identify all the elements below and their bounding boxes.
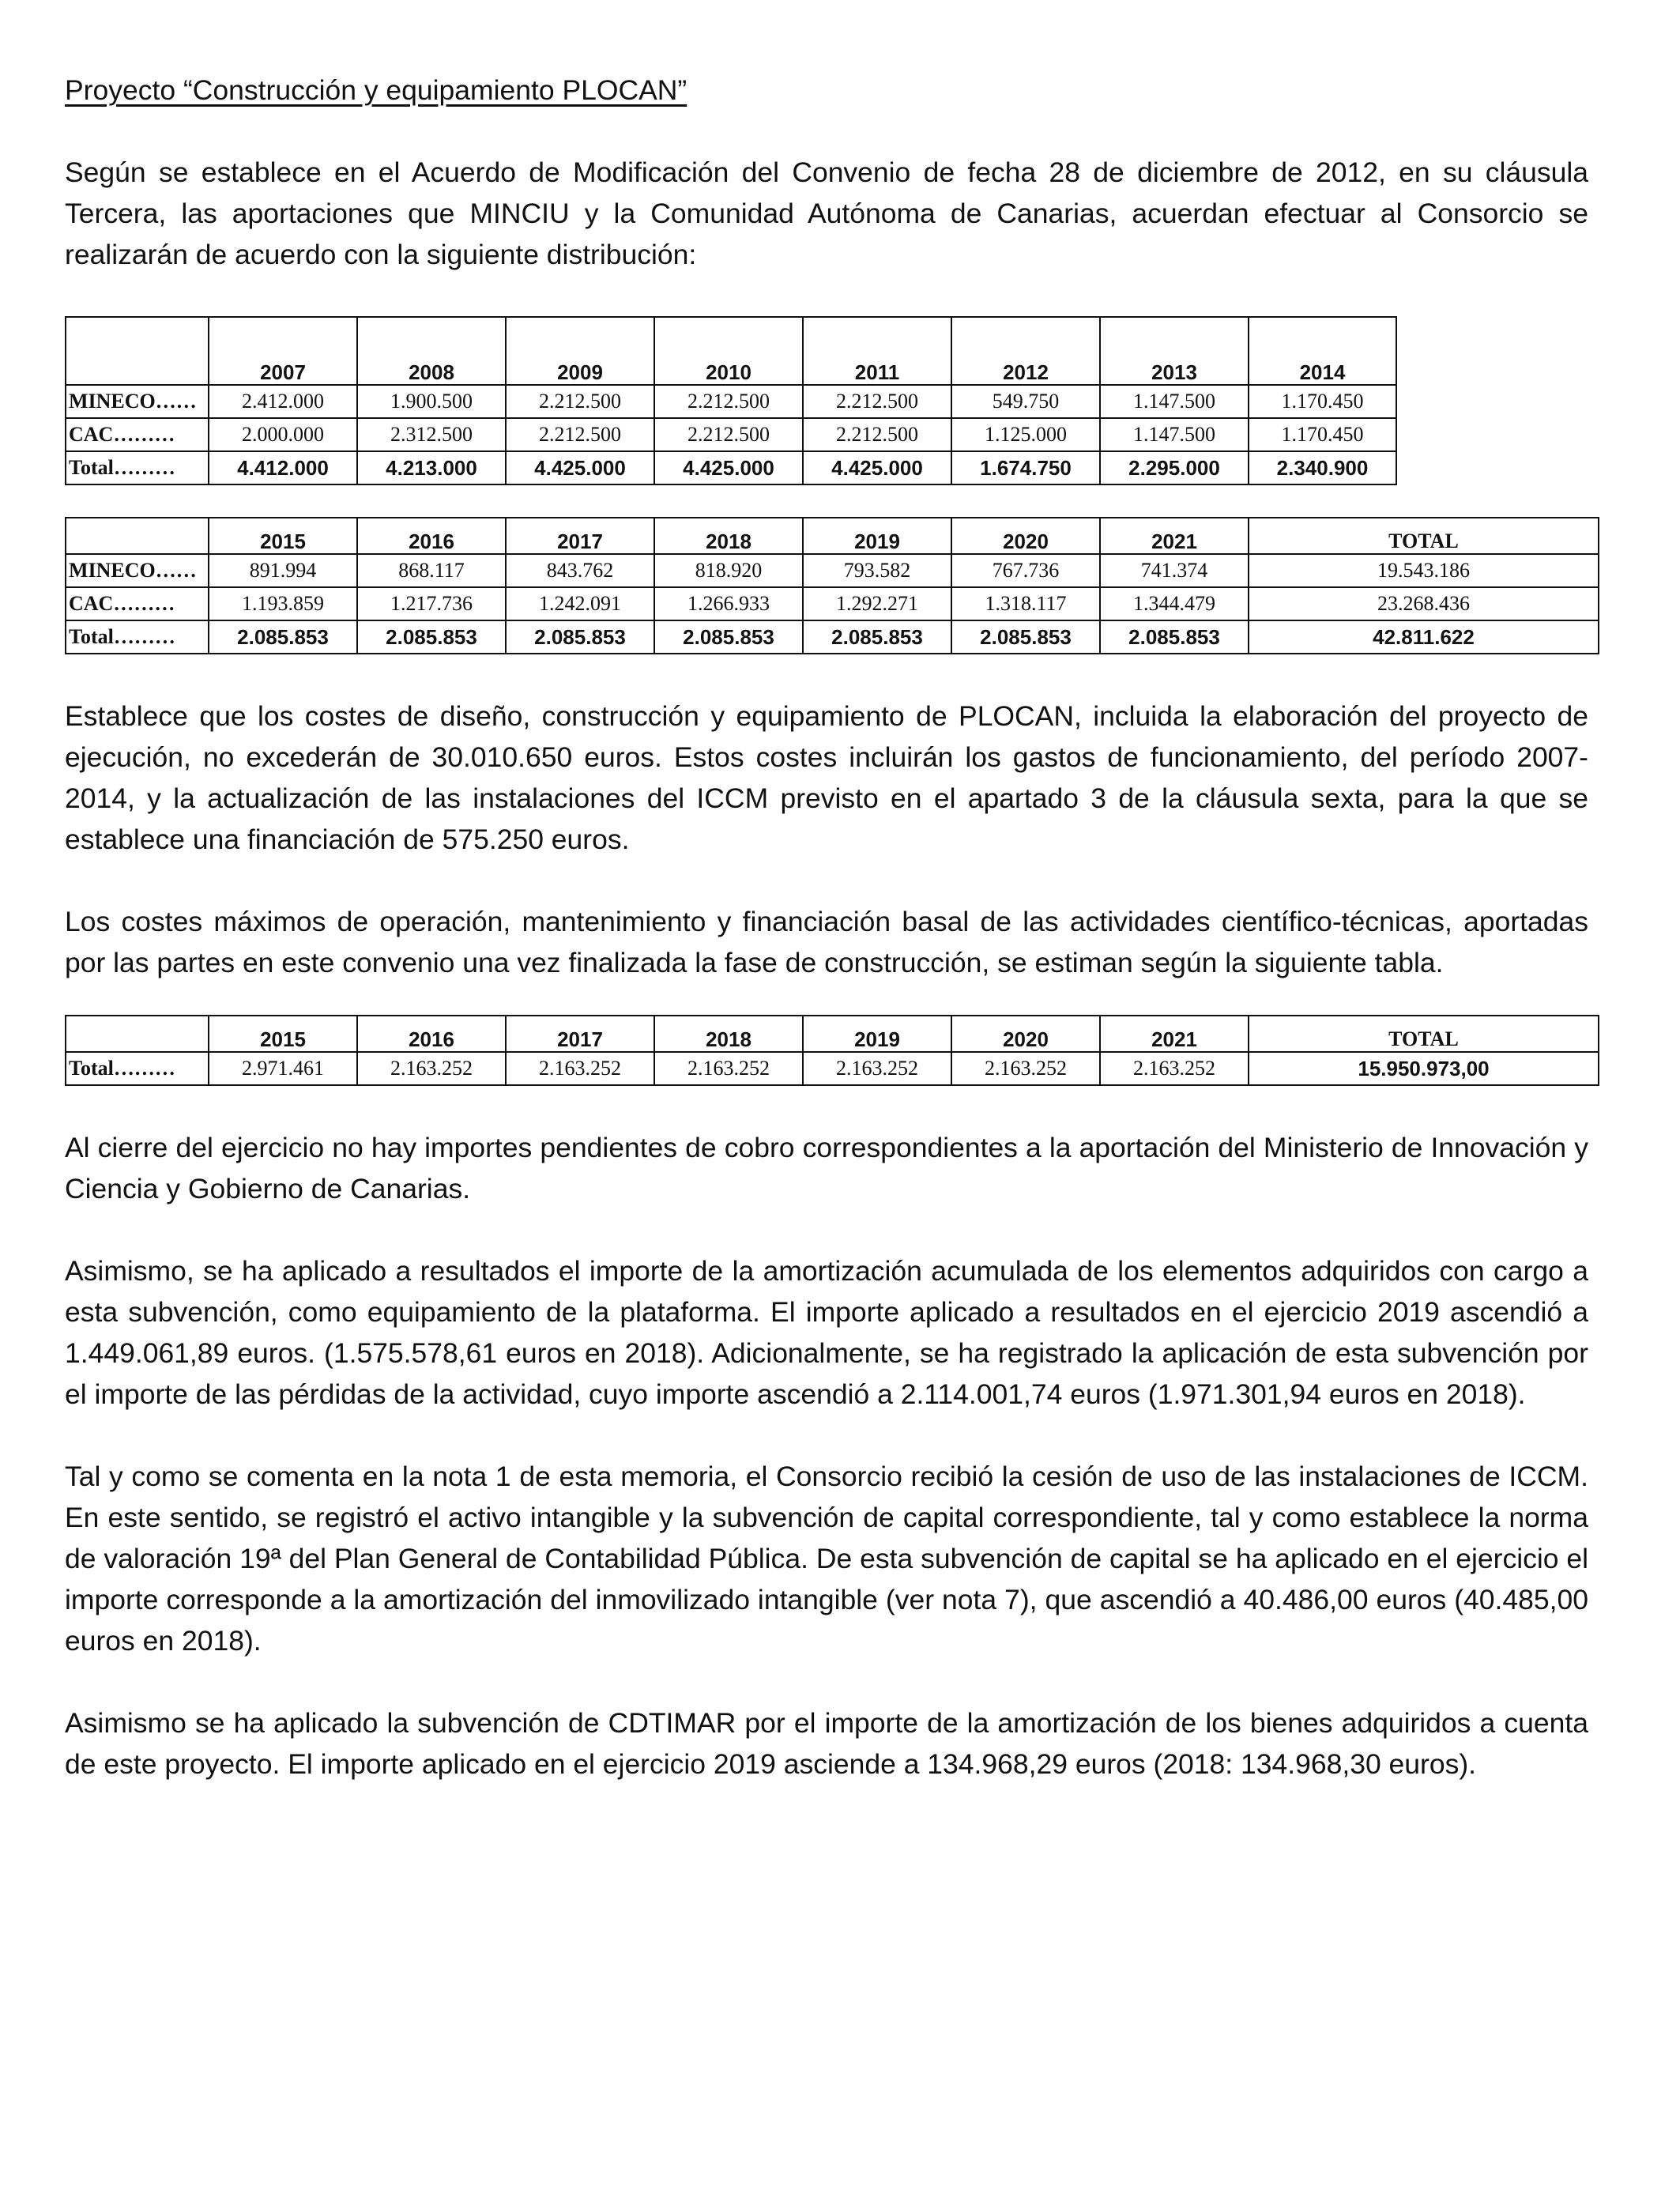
row-label: Total……… [66, 451, 209, 484]
table-cell: 4.412.000 [209, 451, 357, 484]
table-cell: 2.085.853 [1100, 620, 1249, 654]
table-cell: 1.344.479 [1100, 587, 1249, 620]
year-header: 2015 [209, 1016, 357, 1052]
table-cell: 2.163.252 [357, 1052, 506, 1085]
table-cell: 2.212.500 [803, 385, 951, 418]
year-header: 2014 [1249, 317, 1396, 385]
table-row-cac [66, 587, 1599, 620]
table-cell: 1.147.500 [1100, 385, 1249, 418]
row-label: MINECO…… [66, 385, 209, 418]
header-empty-cell [66, 317, 209, 385]
table-row-mineco [66, 554, 1599, 587]
table-cell: 4.425.000 [506, 451, 654, 484]
header-empty-cell [66, 518, 209, 554]
table-cell: 2.212.500 [654, 385, 803, 418]
table-header-row [66, 317, 1396, 385]
table-cell: 793.582 [803, 554, 951, 587]
row-label: Total……… [66, 1052, 209, 1085]
contributions-table-2015-2021 [65, 517, 1599, 654]
table-cell: 1.292.271 [803, 587, 951, 620]
paragraph-costes: Establece que los costes de diseño, construcción y equipamiento de PLOCAN, incluida la elaboración del proyecto de ejecución, no excederán de 30.010.650 euros. Estos costes incluirán los gastos de funcionamiento, del período 2007-2014, y la actualización de las instalaciones del ICCM previsto en el apartado 3 de la cláusula sexta, para la que se establece una financiación de 575.250 euros. [65, 700, 1588, 855]
total-header: TOTAL [1249, 518, 1599, 554]
year-header: 2009 [506, 317, 654, 385]
year-header: 2017 [506, 518, 654, 554]
table-cell: 2.085.853 [357, 620, 506, 654]
section-title: Proyecto “Construcción y equipamiento PLOCAN” [65, 74, 687, 106]
year-header: 2016 [357, 518, 506, 554]
table-header-row [66, 518, 1599, 554]
year-header: 2017 [506, 1016, 654, 1052]
table-cell: 1.900.500 [357, 385, 506, 418]
paragraph-iccm: Tal y como se comenta en la nota 1 de esta memoria, el Consorcio recibió la cesión de uso de las instalaciones de ICCM. En este sentido, se registró el activo intangible y la subvención de capital correspondiente, tal y como establece la norma de valoración 19ª del Plan General de Contabilidad Pública. De esta subvención de capital se ha aplicado en el ejercicio el importe corresponde a la amortización del inmovilizado intangible (ver nota 7), que ascendió a 40.486,00 euros (40.485,00 euros en 2018). [65, 1461, 1588, 1657]
year-header: 2008 [357, 317, 506, 385]
table-cell: 42.811.622 [1249, 620, 1599, 654]
table-cell: 1.170.450 [1249, 418, 1396, 451]
table-cell: 1.266.933 [654, 587, 803, 620]
table-cell: 2.212.500 [506, 385, 654, 418]
table-cell: 891.994 [209, 554, 357, 587]
year-header: 2013 [1100, 317, 1249, 385]
paragraph-cierre: Al cierre del ejercicio no hay importes pendientes de cobro correspondientes a la aportación del Ministerio de Innovación y Ciencia y Gobierno de Canarias. [65, 1132, 1588, 1204]
table-cell: 549.750 [951, 385, 1100, 418]
paragraph-amortizacion: Asimismo, se ha aplicado a resultados el importe de la amortización acumulada de los elementos adquiridos con cargo a esta subvención, como equipamiento de la plataforma. El importe aplicado a resultados en el ejercicio 2019 ascendió a 1.449.061,89 euros. (1.575.578,61 euros en 2018). Adicionalmente, se ha registrado la aplicación de esta subvención por el importe de las pérdidas de la actividad, cuyo importe ascendió a 2.114.001,74 euros (1.971.301,94 euros en 2018). [65, 1255, 1588, 1410]
table-cell: 4.425.000 [803, 451, 951, 484]
table-row-total [66, 1052, 1599, 1085]
row-label: MINECO…… [66, 554, 209, 587]
year-header: 2021 [1100, 1016, 1249, 1052]
table-cell: 1.318.117 [951, 587, 1100, 620]
table-cell: 2.085.853 [803, 620, 951, 654]
table-cell: 23.268.436 [1249, 587, 1599, 620]
table-cell: 4.425.000 [654, 451, 803, 484]
year-header: 2011 [803, 317, 951, 385]
table-cell: 1.193.859 [209, 587, 357, 620]
table-cell: 1.217.736 [357, 587, 506, 620]
row-label: CAC……… [66, 418, 209, 451]
table-cell: 2.340.900 [1249, 451, 1396, 484]
table-cell: 1.125.000 [951, 418, 1100, 451]
table-cell: 2.085.853 [506, 620, 654, 654]
year-header: 2020 [951, 1016, 1100, 1052]
table-cell: 843.762 [506, 554, 654, 587]
table-cell: 1.170.450 [1249, 385, 1396, 418]
table-cell: 1.242.091 [506, 587, 654, 620]
table-cell: 2.212.500 [506, 418, 654, 451]
table-cell: 2.163.252 [654, 1052, 803, 1085]
operating-costs-table [65, 1015, 1599, 1086]
year-header: 2020 [951, 518, 1100, 554]
year-header: 2016 [357, 1016, 506, 1052]
table-cell: 741.374 [1100, 554, 1249, 587]
year-header: 2018 [654, 1016, 803, 1052]
table-cell: 2.971.461 [209, 1052, 357, 1085]
contributions-table-2007-2014 [65, 316, 1397, 485]
table-cell: 767.736 [951, 554, 1100, 587]
table-row-cac [66, 418, 1396, 451]
table-cell: 1.147.500 [1100, 418, 1249, 451]
header-empty-cell [66, 1016, 209, 1052]
year-header: 2019 [803, 1016, 951, 1052]
table-cell: 2.000.000 [209, 418, 357, 451]
year-header: 2007 [209, 317, 357, 385]
table-cell: 2.163.252 [803, 1052, 951, 1085]
table-cell: 4.213.000 [357, 451, 506, 484]
table-cell: 818.920 [654, 554, 803, 587]
year-header: 2019 [803, 518, 951, 554]
total-header: TOTAL [1249, 1016, 1599, 1052]
table-cell: 2.212.500 [654, 418, 803, 451]
year-header: 2012 [951, 317, 1100, 385]
table-cell: 2.085.853 [209, 620, 357, 654]
table-cell: 2.412.000 [209, 385, 357, 418]
year-header: 2018 [654, 518, 803, 554]
table-row-total [66, 620, 1599, 654]
table-row-total [66, 451, 1396, 484]
table-cell: 2.163.252 [506, 1052, 654, 1085]
table-cell: 19.543.186 [1249, 554, 1599, 587]
table-cell: 2.163.252 [1100, 1052, 1249, 1085]
table-cell: 15.950.973,00 [1249, 1052, 1599, 1085]
table-cell: 2.085.853 [654, 620, 803, 654]
table-cell: 2.163.252 [951, 1052, 1100, 1085]
year-header: 2021 [1100, 518, 1249, 554]
table-header-row [66, 1016, 1599, 1052]
row-label: CAC……… [66, 587, 209, 620]
table-cell: 2.312.500 [357, 418, 506, 451]
table-cell: 2.212.500 [803, 418, 951, 451]
year-header: 2015 [209, 518, 357, 554]
paragraph-intro: Según se establece en el Acuerdo de Modificación del Convenio de fecha 28 de diciembre de 2012, en su cláusula Tercera, las aportaciones que MINCIU y la Comunidad Autónoma de Canarias, acuerdan efectuar al Consorcio se realizarán de acuerdo con la siguiente distribución: [65, 156, 1588, 270]
paragraph-cdtimar: Asimismo se ha aplicado la subvención de CDTIMAR por el importe de la amortización de los bienes adquiridos a cuenta de este proyecto. El importe aplicado en el ejercicio 2019 asciende a 134.968,29 euros (2018: 134.968,30 euros). [65, 1707, 1588, 1780]
row-label: Total……… [66, 620, 209, 654]
table-cell: 2.295.000 [1100, 451, 1249, 484]
paragraph-costes-maximos: Los costes máximos de operación, mantenimiento y financiación basal de las actividades científico-técnicas, aportadas por las partes en este convenio una vez finalizada la fase de construcción, se estiman según la siguiente tabla. [65, 906, 1588, 978]
year-header: 2010 [654, 317, 803, 385]
table-cell: 868.117 [357, 554, 506, 587]
table-cell: 2.085.853 [951, 620, 1100, 654]
table-row-mineco [66, 385, 1396, 418]
table-cell: 1.674.750 [951, 451, 1100, 484]
document-page [65, 70, 1588, 1826]
